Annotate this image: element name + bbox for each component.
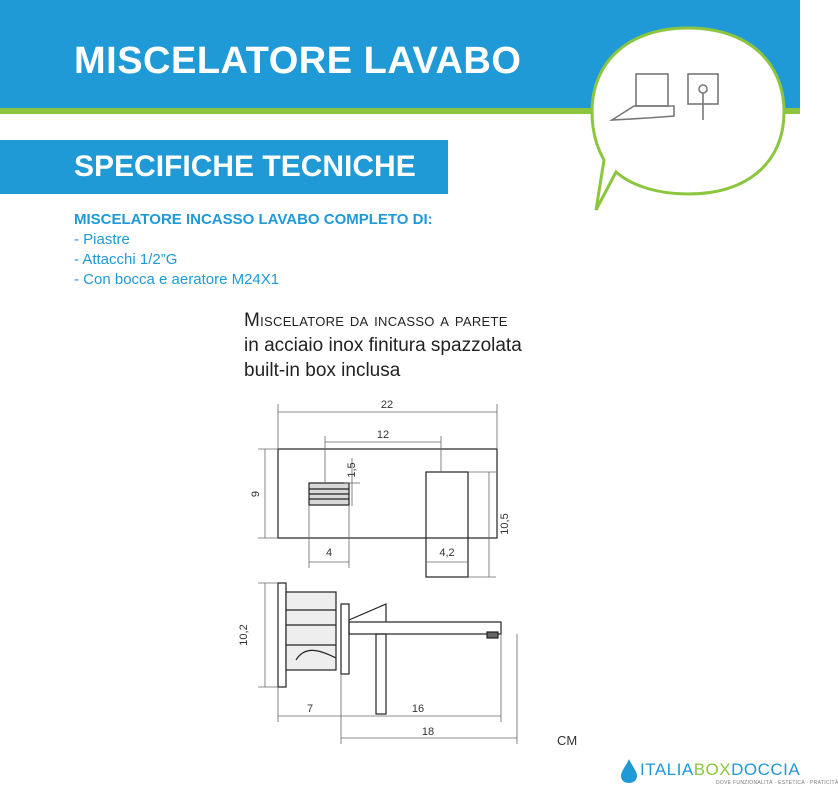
spec-heading: MISCELATORE INCASSO LAVABO COMPLETO DI: <box>74 211 433 228</box>
side-view-dimensions <box>258 583 517 744</box>
spec-item-connections: - Attacchi 1/2”G <box>74 251 178 268</box>
water-drop-icon <box>620 758 638 784</box>
side-view <box>278 583 501 714</box>
dim-plate-height: 9 <box>250 490 262 498</box>
page-title: MISCELATORE LAVABO <box>74 40 522 82</box>
dim-front-width: 22 <box>380 399 394 411</box>
dim-spout-thickness: 1,5 <box>346 462 358 478</box>
product-icon-bubble <box>588 22 788 222</box>
dim-overall-height: 10,5 <box>499 513 511 535</box>
brand-name: ITALIABOXDOCCIA <box>640 760 801 779</box>
description-line-2: in acciaio inox finitura spazzolata <box>244 335 522 356</box>
spec-item-spout: - Con bocca e aeratore M24X1 <box>74 271 280 288</box>
description-line-3: built-in box inclusa <box>244 360 401 381</box>
front-view-dimensions <box>258 404 497 577</box>
dim-handle-width: 4,2 <box>439 547 455 559</box>
section-title: SPECIFICHE TECNICHE <box>74 150 416 183</box>
unit-label: CM <box>557 733 578 748</box>
dim-wall-depth: 7 <box>306 703 314 715</box>
front-view <box>278 449 497 577</box>
dim-side-height: 10,2 <box>238 624 250 646</box>
dim-spout-width: 4 <box>325 547 333 559</box>
brand-tagline: DOVE FUNZIONALITÀ · ESTETICA · PRATICITÀ <box>716 780 838 786</box>
dim-spout-plate-width: 12 <box>376 429 390 441</box>
brand-logo <box>620 756 838 790</box>
description-line-1: Miscelatore da incasso a parete <box>244 310 508 331</box>
product-description <box>244 308 522 383</box>
dim-spout-projection: 16 <box>411 703 425 715</box>
dim-total-depth: 18 <box>421 726 435 738</box>
spec-list <box>74 210 433 290</box>
spec-item-plates: - Piastre <box>74 231 130 248</box>
